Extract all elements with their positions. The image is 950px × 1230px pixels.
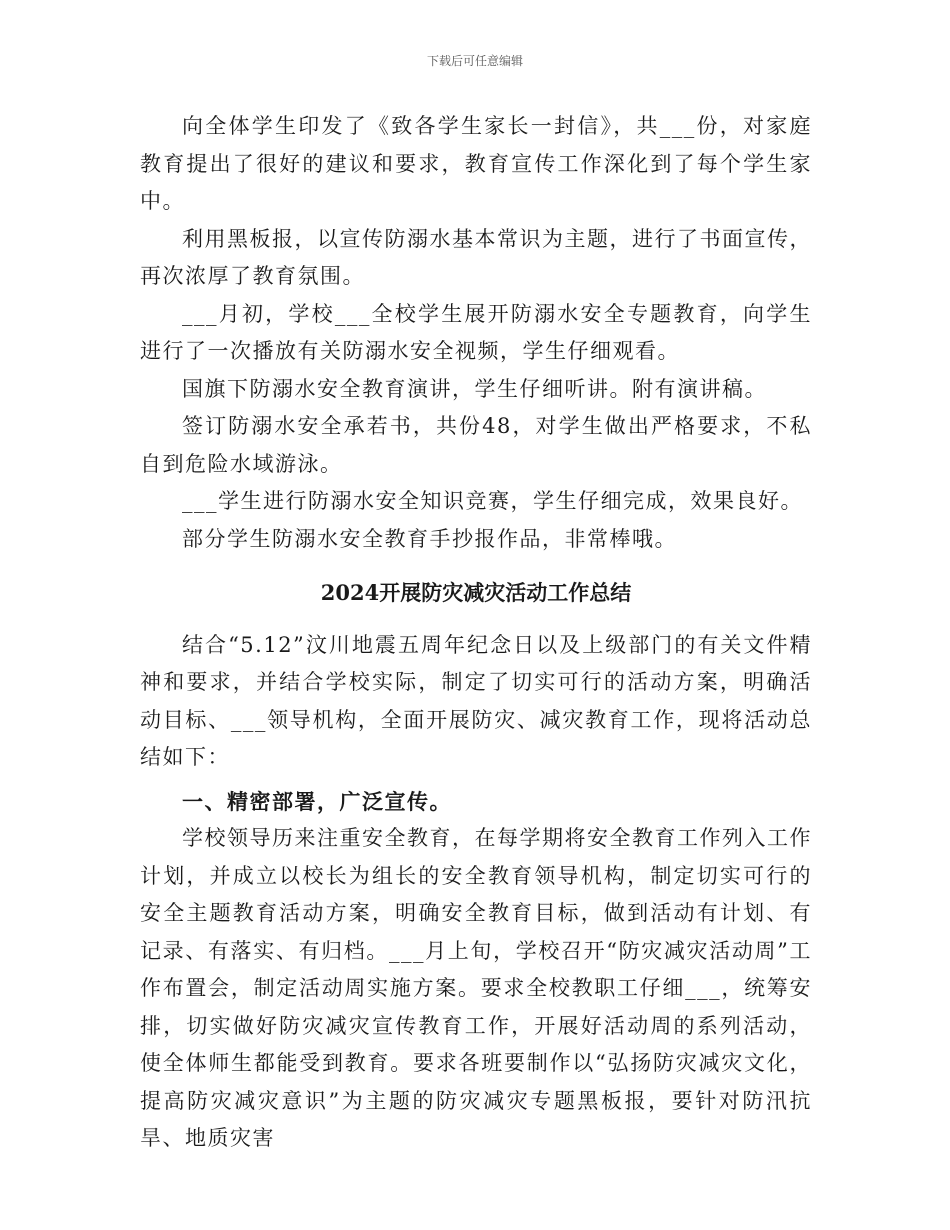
body-paragraph: 学校领导历来注重安全教育，在每学期将安全教育工作列入工作计划，并成立以校长为组长的安全教育领导机构，制定切实可行的安全主题教育活动方案，明确安全教育目标，做到活动有计划、有记录、有落实、有归档。___月上旬，学校召开“防灾减灾活动周”工作布置会，制定活动周实施方案。要求全校教职工仔细___，统筹安排，切实做好防灾减灾宣传教育工作，开展好活动周的系列活动，使全体师生都能受到教育。要求各班要制作以“弘扬防灾减灾文化，提高防灾减灾意识”为主题的防灾减灾专题黑板报，要针对防汛抗旱、地质灾害	[140, 826, 812, 1150]
paragraph-flag-speech: 国旗下防溺水安全教育演讲，学生仔细听讲。附有演讲稿。	[182, 376, 767, 401]
paragraph-special-education: ___月初，学校___全校学生展开防溺水安全专题教育，向学生进行了一次播放有关防溺水安全视频，学生仔细观看。	[140, 301, 812, 363]
paragraph-knowledge-contest: ___学生进行防溺水安全知识竞赛，学生仔细完成，效果良好。	[182, 489, 803, 513]
section-title: 2024开展防灾减灾活动工作总结	[320, 580, 632, 605]
paragraph-family-letter: 向全体学生印发了《致各学生家长一封信》，共___份，对家庭教育提出了很好的建议和要求，教育宣传工作深化到了每个学生家中。	[140, 114, 812, 213]
paragraph-safety-pledge: 签订防溺水安全承若书，共份48，对学生做出严格要求，不私自到危险水域游泳。	[140, 414, 812, 476]
intro-paragraph: 结合“5.12”汶川地震五周年纪念日以及上级部门的有关文件精神和要求，并结合学校实际，制定了切实可行的活动方案，明确活动目标、___领导机构，全面开展防灾、减灾教育工作，现将活动总结如下：	[140, 632, 812, 769]
subheading: 一、精密部署，广泛宣传。	[182, 788, 452, 814]
paragraph-blackboard: 利用黑板报，以宣传防溺水基本常识为主题，进行了书面宣传，再次浓厚了教育氛围。	[140, 226, 812, 288]
document-body	[140, 108, 812, 1158]
page-header: 下载后可任意编辑	[426, 54, 523, 68]
paragraph-handwritten-posters: 部分学生防溺水安全教育手抄报作品，非常棒哦。	[182, 526, 677, 551]
